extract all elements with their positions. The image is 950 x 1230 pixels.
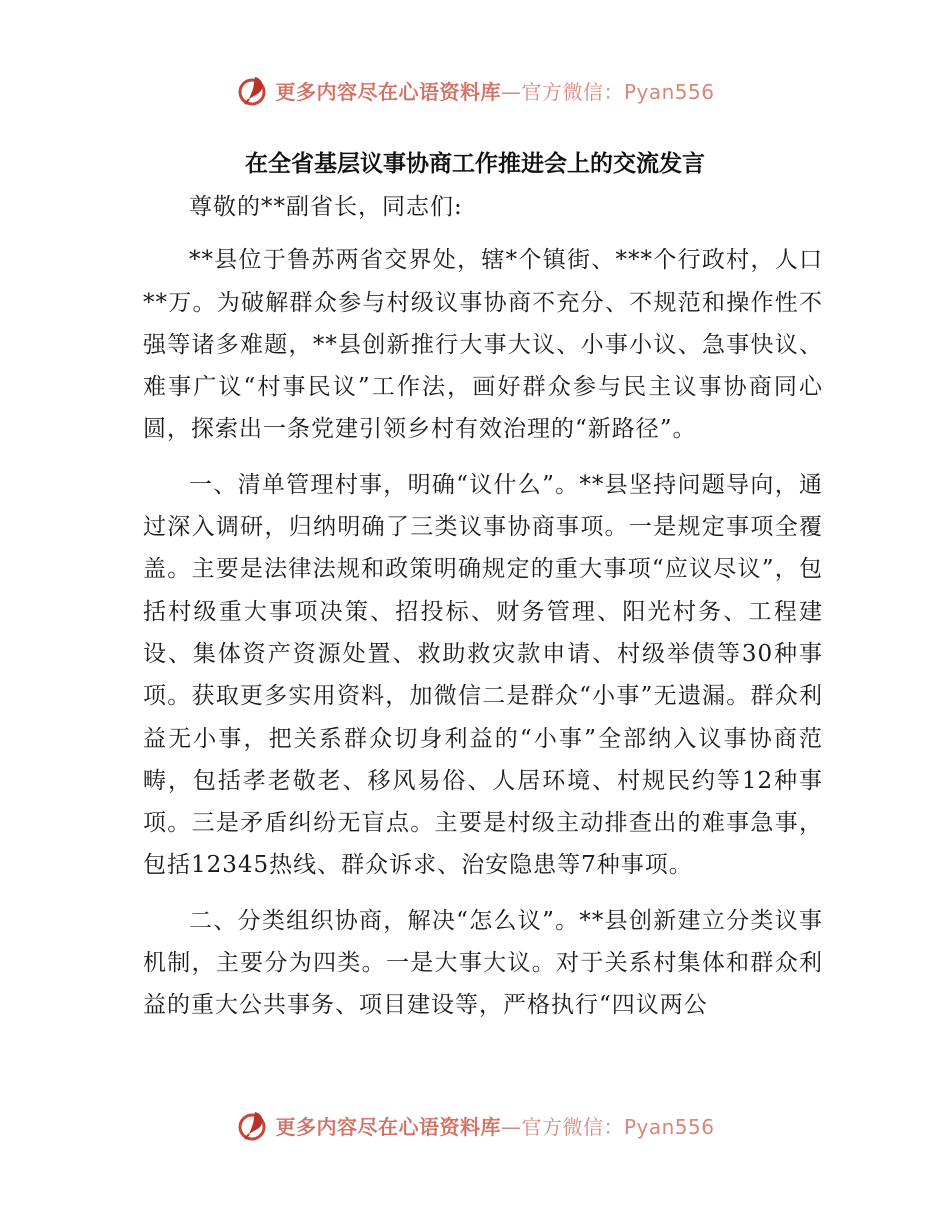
greeting: 尊敬的**副省长，同志们: — [189, 194, 463, 220]
paragraph-section-2: 二、分类组织协商，解决“怎么议”。**县创新建立分类议事机制，主要分为四类。一是大事大议。对于关系村集体和群众利益的重大公共事务、项目建设等，严格执行“四议两公 — [143, 907, 823, 1019]
watermark-header — [0, 70, 950, 110]
watermark-text — [275, 76, 714, 105]
paragraph-section-1: 一、清单管理村事，明确“议什么”。**县坚持问题导向，通过深入调研，归纳明确了三类议事协商事项。一是规定事项全覆盖。主要是法律法规和政策明确规定的重大事项“应议尽议”，包括村级重大事项决策、招投标、财务管理、阳光村务、工程建设、集体资产资源处置、救助救灾款申请、村级举债等30种事项。获取更多实用资料，加微信二是群众“小事”无遗漏。群众利益无小事，把关系群众切身利益的“小事”全部纳入议事协商范畴，包括孝老敬老、移风易俗、人居环境、村规民约等12种事项。三是矛盾纠纷无盲点。主要是村级主动排查出的难事急事，包括12345热线、群众诉求、治安隐患等7种事项。 — [143, 471, 823, 879]
watermark-footer — [0, 1105, 950, 1145]
feather-pen-circle-icon — [235, 1108, 269, 1142]
watermark-contact: 官方微信：Pyan556 — [521, 79, 715, 104]
watermark-separator: — — [500, 79, 522, 104]
document-title: 在全省基层议事协商工作推进会上的交流发言 — [245, 151, 705, 177]
watermark-main-text: 更多内容尽在心语资料库 — [275, 1114, 501, 1139]
watermark-text — [275, 1111, 714, 1140]
document-body — [143, 186, 823, 1040]
watermark-main-text: 更多内容尽在心语资料库 — [275, 79, 501, 104]
feather-pen-circle-icon — [235, 73, 269, 107]
watermark-separator: — — [500, 1114, 522, 1139]
paragraph-intro: **县位于鲁苏两省交界处，辖*个镇街、***个行政村，人口**万。为破解群众参与村级议事协商不充分、不规范和操作性不强等诸多难题，**县创新推行大事大议、小事小议、急事快议、难事广议“村事民议”工作法，画好群众参与民主议事协商同心圆，探索出一条党建引领乡村有效治理的“新路径”。 — [143, 247, 823, 443]
watermark-contact: 官方微信：Pyan556 — [521, 1114, 715, 1139]
